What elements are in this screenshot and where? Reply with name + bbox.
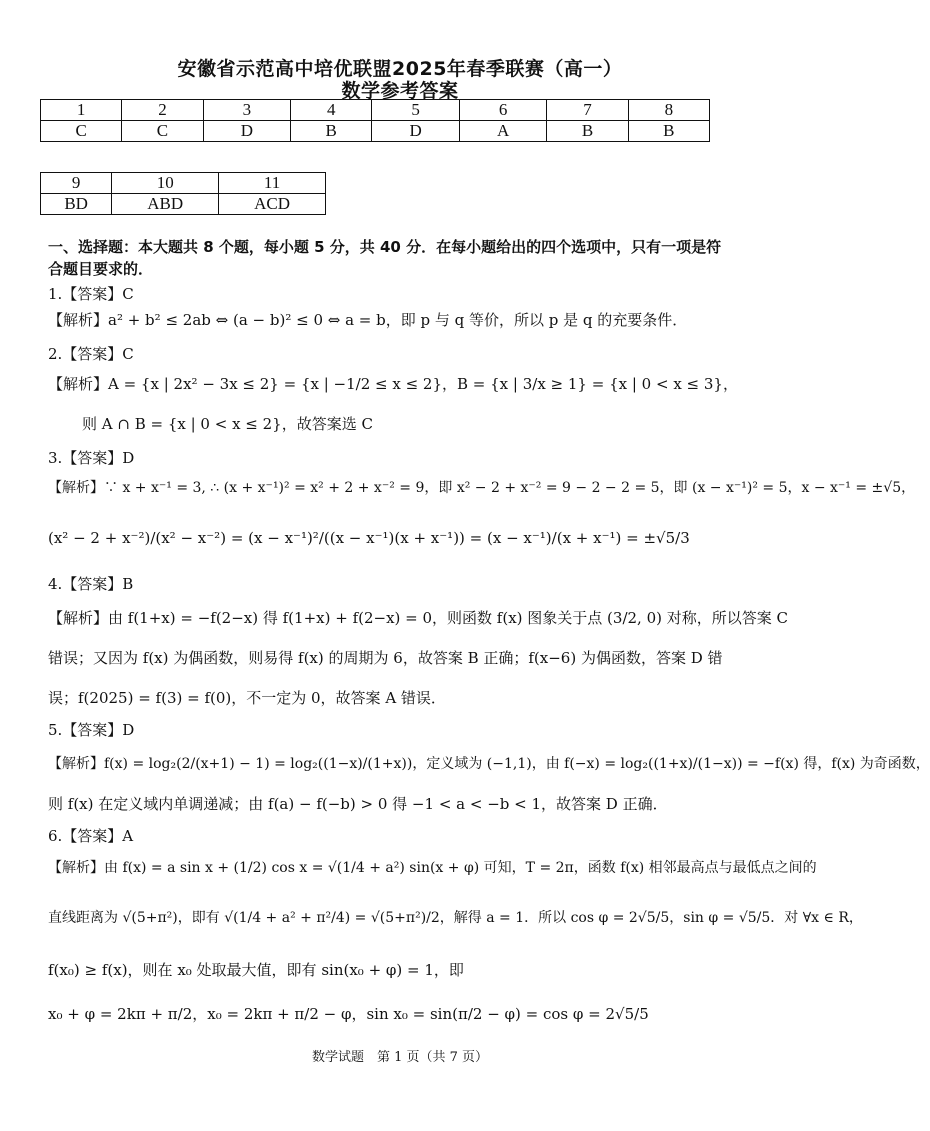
question-number: 10	[112, 173, 219, 194]
question-number: 11	[219, 173, 326, 194]
answer-table-1	[40, 99, 710, 142]
q6-analysis: 【解析】由 f(x) = a sin x + (1/2) cos x = √(1/4 + a²) sin(x + φ) 可知，T = 2π，函数 f(x) 相邻最高点与最低点之间的	[48, 860, 817, 876]
q4-answer: 4.【答案】B	[48, 575, 134, 593]
page-footer: 数学试题 第 1 页（共 7 页）	[311, 1050, 489, 1065]
question-number: 8	[628, 100, 709, 121]
q6-analysis-max: f(x₀) ≥ f(x)，则在 x₀ 处取最大值，即有 sin(x₀ + φ) = 1，即	[48, 961, 464, 979]
q4-analysis-continued: 错误；又因为 f(x) 为偶函数，则易得 f(x) 的周期为 6，故答案 B 正确；f(x−6) 为偶函数，答案 D 错	[48, 649, 723, 667]
q5-analysis: 【解析】f(x) = log₂(2/(x+1) − 1) = log₂((1−x)/(1+x))，定义域为 (−1,1)，由 f(−x) = log₂((1+x)/(1−x)) = −f(x) 得，f(x) 为奇函数，	[48, 756, 930, 772]
q3-analysis: 【解析】∵ x + x⁻¹ = 3, ∴ (x + x⁻¹)² = x² + 2 + x⁻² = 9，即 x² − 2 + x⁻² = 9 − 2 − 2 = 5，即 (x − x⁻¹)² = 5，x − x⁻¹ = ±√5，	[48, 480, 916, 496]
answer-cell: D	[203, 121, 290, 142]
answer-row	[41, 121, 710, 142]
q3-answer: 3.【答案】D	[48, 449, 135, 467]
question-number: 7	[547, 100, 628, 121]
question-number: 6	[459, 100, 546, 121]
q1-answer: 1.【答案】C	[48, 285, 134, 303]
q4-analysis-end: 误；f(2025) = f(3) = f(0)，不一定为 0，故答案 A 错误．	[48, 689, 446, 707]
question-number: 4	[291, 100, 372, 121]
q6-answer: 6.【答案】A	[48, 827, 134, 845]
q1-analysis: 【解析】a² + b² ≤ 2ab ⇔ (a − b)² ≤ 0 ⇔ a = b，即 p 与 q 等价，所以 p 是 q 的充要条件．	[48, 311, 688, 329]
answer-cell: C	[41, 121, 122, 142]
answer-cell: D	[372, 121, 459, 142]
question-number: 1	[41, 100, 122, 121]
q3-analysis-result: (x² − 2 + x⁻²)/(x² − x⁻²) = (x − x⁻¹)²/((x − x⁻¹)(x + x⁻¹)) = (x − x⁻¹)/(x + x⁻¹) = ±√5/3	[48, 529, 690, 547]
q2-analysis-conclusion: 则 A ∩ B = {x | 0 < x ≤ 2}，故答案选 C	[82, 415, 373, 433]
answer-cell: ABD	[112, 194, 219, 215]
answer-cell: B	[547, 121, 628, 142]
q2-analysis: 【解析】A = {x | 2x² − 3x ≤ 2} = {x | −1/2 ≤ x ≤ 2}，B = {x | 3/x ≥ 1} = {x | 0 < x ≤ 3}，	[48, 375, 738, 393]
answer-row	[41, 194, 326, 215]
document-title: 安徽省示范高中培优联盟2025年春季联赛（高一）	[177, 58, 623, 80]
answer-cell: B	[628, 121, 709, 142]
answer-cell: C	[122, 121, 203, 142]
section-heading: 一、选择题：本大题共 8 个题，每小题 5 分，共 40 分．在每小题给出的四个选项中，只有一项是符	[48, 238, 722, 256]
q6-analysis-result: x₀ + φ = 2kπ + π/2，x₀ = 2kπ + π/2 − φ，sin x₀ = sin(π/2 − φ) = cos φ = 2√5/5	[48, 1005, 649, 1023]
question-number: 2	[122, 100, 203, 121]
question-number: 9	[41, 173, 112, 194]
question-number: 3	[203, 100, 290, 121]
answer-cell: BD	[41, 194, 112, 215]
document-subtitle: 数学参考答案	[341, 80, 459, 102]
q5-answer: 5.【答案】D	[48, 721, 135, 739]
question-number-row	[41, 173, 326, 194]
section-heading-continued: 合题目要求的．	[48, 260, 154, 278]
answer-cell: A	[459, 121, 546, 142]
question-number-row	[41, 100, 710, 121]
answer-cell: ACD	[219, 194, 326, 215]
q2-answer: 2.【答案】C	[48, 345, 134, 363]
question-number: 5	[372, 100, 459, 121]
answer-cell: B	[291, 121, 372, 142]
answer-table-2	[40, 172, 326, 215]
q4-analysis: 【解析】由 f(1+x) = −f(2−x) 得 f(1+x) + f(2−x) = 0，则函数 f(x) 图象关于点 (3/2, 0) 对称，所以答案 C	[48, 609, 788, 627]
q6-analysis-continued: 直线距离为 √(5+π²)，即有 √(1/4 + a² + π²/4) = √(5+π²)/2，解得 a = 1．所以 cos φ = 2√5/5，sin φ = √5/5．对 ∀x ∈ R，	[48, 910, 863, 926]
q5-analysis-continued: 则 f(x) 在定义域内单调递减；由 f(a) − f(−b) > 0 得 −1 < a < −b < 1，故答案 D 正确．	[48, 795, 668, 813]
